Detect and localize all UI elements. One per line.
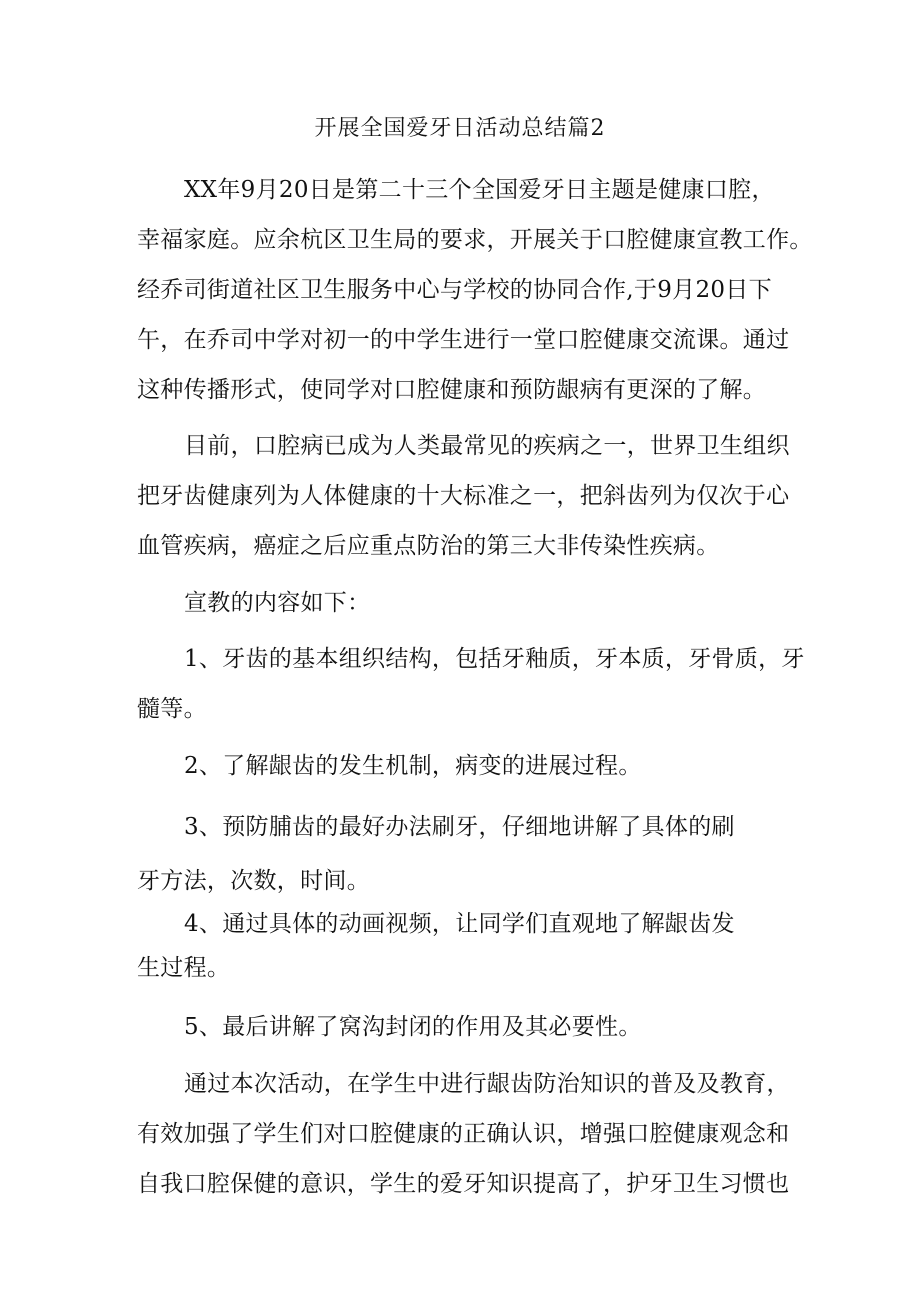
paragraph-2-line-2: 把牙齿健康列为人体健康的十大标准之一，把斜齿列为仅次于心 [137, 483, 790, 509]
list-item-1-line-2: 髓等。 [137, 696, 207, 722]
list-item-4-line-1: 4、通过具体的动画视频，让同学们直观地了解龈齿发 [184, 911, 735, 937]
paragraph-1-line-3: 经乔司街道社区卫生服务中心与学校的协同合作,于9月20日下 [137, 277, 772, 303]
list-item-3-line-2: 牙方法，次数，时间。 [137, 868, 370, 894]
paragraph-3-line-3: 自我口腔保健的意识，学生的爱牙知识提高了，护牙卫生习惯也 [137, 1171, 790, 1197]
paragraph-2-line-1: 目前，口腔病已成为人类最常见的疾病之一，世界卫生组织 [184, 433, 790, 459]
paragraph-1-line-5: 这种传播形式，使同学对口腔健康和预防龈病有更深的了解。 [137, 377, 767, 403]
document-title: 开展全国爱牙日活动总结篇2 [314, 116, 606, 141]
paragraph-2-line-3: 血管疾病，癌症之后应重点防治的第三大非传染性疾病。 [137, 533, 720, 559]
list-item-5: 5、最后讲解了窝沟封闭的作用及其必要性。 [184, 1014, 642, 1040]
list-item-1-line-1: 1、牙齿的基本组织结构，包括牙釉质，牙本质，牙骨质，牙 [184, 646, 805, 672]
list-item-4-line-2: 生过程。 [137, 955, 231, 981]
paragraph-3-line-2: 有效加强了学生们对口腔健康的正确认识，增强口腔健康观念和 [137, 1121, 790, 1147]
paragraph-3-line-1: 通过本次活动，在学生中进行龈齿防治知识的普及及教育， [184, 1071, 790, 1097]
paragraph-1-line-2: 幸福家庭。应余杭区卫生局的要求，开展关于口腔健康宣教工作。 [137, 227, 813, 253]
paragraph-1-line-1: XX年9月20日是第二十三个全国爱牙日主题是健康口腔， [184, 177, 775, 203]
list-intro: 宣教的内容如下： [184, 590, 371, 616]
paragraph-1-line-4: 午，在乔司中学对初一的中学生进行一堂口腔健康交流课。通过 [137, 327, 790, 353]
list-item-3-line-1: 3、预防脯齿的最好办法刷牙，仔细地讲解了具体的刷 [184, 814, 735, 840]
list-item-2: 2、了解龈齿的发生机制，病变的进展过程。 [184, 753, 642, 779]
